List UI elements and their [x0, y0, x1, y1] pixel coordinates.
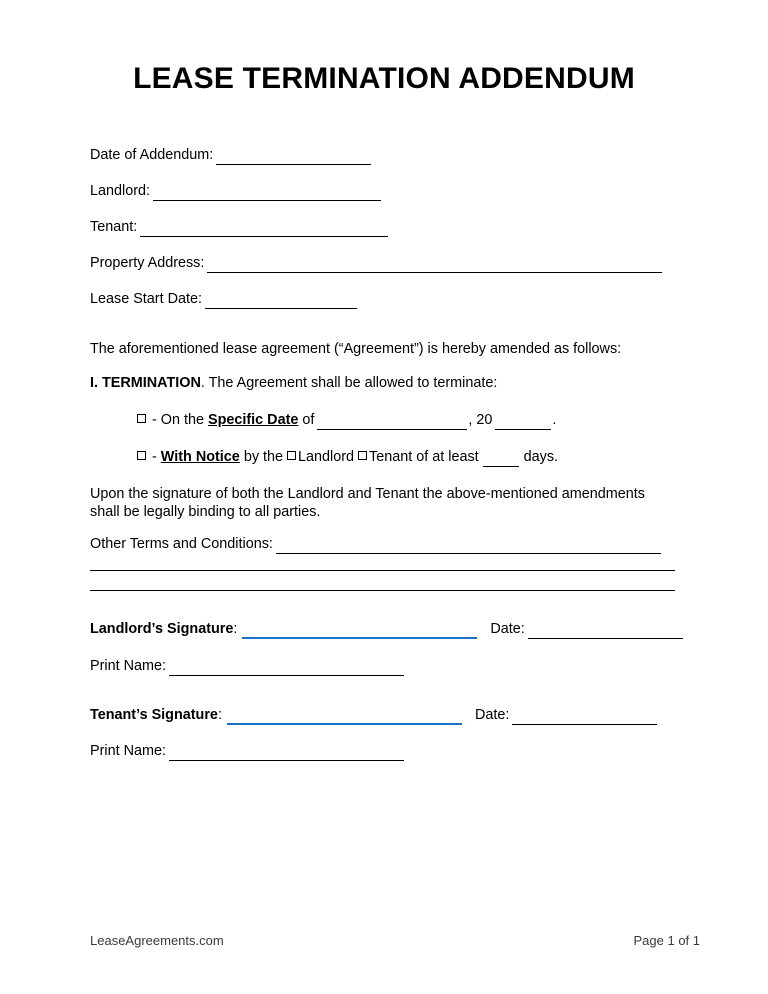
option-with-notice — [137, 448, 558, 467]
field-lease-start-date-input[interactable] — [205, 295, 357, 310]
option-specific-date — [137, 411, 556, 430]
option-with-notice-dash: - — [152, 449, 157, 465]
binding-paragraph-line-2: shall be legally binding to all parties. — [90, 504, 321, 520]
field-other-terms-input-line-1[interactable] — [276, 540, 661, 555]
field-property-address — [90, 254, 663, 273]
section-termination-text: . The Agreement shall be allowed to terminate: — [200, 375, 498, 391]
page-title: LEASE TERMINATION ADDENDUM — [133, 62, 635, 95]
landlord-signature-row — [90, 620, 684, 639]
option-specific-date-period: . — [552, 412, 557, 428]
option-specific-date-dash: - — [152, 412, 157, 428]
option-with-notice-tenant-label: Tenant — [369, 449, 413, 465]
field-landlord — [90, 182, 382, 201]
footer-page-number: Page 1 of 1 — [633, 933, 700, 948]
field-date-of-addendum-label: Date of Addendum: — [90, 147, 214, 163]
field-date-of-addendum — [90, 146, 372, 165]
field-property-address-label: Property Address: — [90, 255, 205, 271]
option-specific-date-of: of — [302, 412, 315, 428]
tenant-signature-row — [90, 706, 658, 725]
option-specific-date-emphasis: Specific Date — [208, 412, 299, 428]
landlord-date-label: Date: — [490, 621, 525, 637]
option-with-notice-at-least: of at least — [416, 449, 479, 465]
option-specific-date-input[interactable] — [317, 416, 467, 431]
field-property-address-input[interactable] — [207, 259, 662, 274]
checkbox-notice-tenant[interactable] — [358, 451, 367, 460]
checkbox-notice-landlord[interactable] — [287, 451, 296, 460]
field-other-terms — [90, 535, 662, 554]
landlord-signature-label: Landlord’s Signature — [90, 621, 234, 637]
landlord-print-name-label: Print Name: — [90, 658, 166, 674]
option-specific-date-year-input[interactable] — [495, 416, 551, 431]
option-with-notice-days-input[interactable] — [483, 453, 519, 468]
tenant-date-label: Date: — [474, 707, 510, 723]
tenant-print-name-label: Print Name: — [90, 743, 166, 759]
binding-paragraph-line-1: Upon the signature of both the Landlord and Tenant the above-mentioned amendments — [90, 486, 645, 502]
field-other-terms-input-line-2[interactable] — [90, 570, 675, 571]
tenant-signature-input[interactable] — [227, 710, 462, 726]
section-termination-number: I. TERMINATION — [90, 375, 201, 391]
tenant-print-name-input[interactable] — [169, 747, 404, 762]
field-lease-start-date — [90, 290, 358, 309]
field-other-terms-input-line-3[interactable] — [90, 590, 675, 591]
field-tenant — [90, 218, 389, 237]
footer-site-name: LeaseAgreements.com — [90, 933, 224, 948]
landlord-signature-colon: : — [233, 621, 238, 637]
section-termination — [90, 374, 497, 393]
field-tenant-input[interactable] — [140, 223, 388, 238]
tenant-print-name-row — [90, 742, 405, 761]
field-other-terms-label: Other Terms and Conditions: — [90, 536, 273, 552]
tenant-date-input[interactable] — [512, 711, 657, 726]
checkbox-with-notice[interactable] — [137, 451, 146, 460]
tenant-signature-colon: : — [217, 707, 222, 723]
option-with-notice-landlord-label: Landlord — [298, 449, 355, 465]
field-tenant-label: Tenant: — [90, 219, 138, 235]
landlord-print-name-row — [90, 657, 405, 676]
intro-paragraph: The aforementioned lease agreement (“Agreement”) is hereby amended as follows: — [90, 341, 622, 357]
option-with-notice-emphasis: With Notice — [160, 449, 240, 465]
tenant-signature-label: Tenant’s Signature — [90, 707, 218, 723]
checkbox-specific-date[interactable] — [137, 414, 146, 423]
field-landlord-label: Landlord: — [90, 183, 151, 199]
option-with-notice-by-the: by the — [243, 449, 284, 465]
option-with-notice-days-label: days. — [523, 449, 559, 465]
option-specific-date-year-prefix: , 20 — [468, 412, 493, 428]
field-date-of-addendum-input[interactable] — [216, 151, 371, 166]
landlord-date-input[interactable] — [528, 625, 683, 640]
option-specific-date-prefix: On the — [160, 412, 204, 428]
field-landlord-input[interactable] — [153, 187, 381, 202]
landlord-print-name-input[interactable] — [169, 662, 404, 677]
field-lease-start-date-label: Lease Start Date: — [90, 291, 202, 307]
landlord-signature-input[interactable] — [242, 624, 477, 640]
